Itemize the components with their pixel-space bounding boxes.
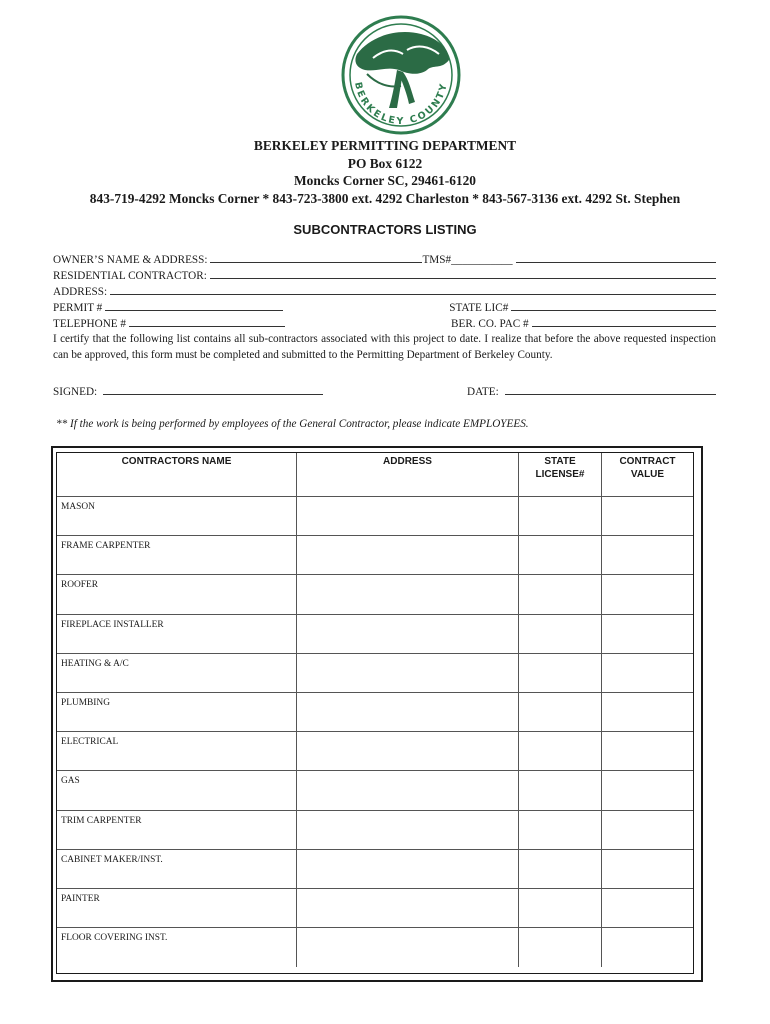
cell-state-license[interactable] [519, 693, 602, 731]
cell-address[interactable] [297, 615, 519, 653]
trade-label: ELECTRICAL [61, 737, 119, 748]
cell-contractor-name[interactable] [57, 497, 297, 535]
col-header-state-license: STATE LICENSE# [519, 453, 602, 496]
date-label: DATE: [467, 386, 499, 398]
cell-address[interactable] [297, 811, 519, 849]
ber-co-pac-line[interactable] [532, 315, 716, 327]
residential-contractor-label: RESIDENTIAL CONTRACTOR: [53, 270, 207, 282]
phone-numbers: 843-719-4292 Moncks Corner * 843-723-3800 ext. 4292 Charleston * 843-567-3136 ext. 4292 St. Stephen [89, 190, 681, 206]
trade-label: MASON [61, 502, 95, 512]
seal-org-text: BERKELEY COUNTY [352, 81, 450, 128]
table-row [57, 811, 693, 850]
cell-state-license[interactable] [519, 575, 602, 613]
tms-short-blank: ___________ [451, 254, 513, 266]
department-header [0, 137, 770, 207]
cell-contractor-name[interactable] [57, 811, 297, 849]
cell-address[interactable] [297, 771, 519, 809]
cell-state-license[interactable] [519, 732, 602, 770]
cell-contractor-name[interactable] [57, 536, 297, 574]
table-row [57, 536, 693, 575]
cell-contract-value[interactable] [602, 732, 693, 770]
cell-contractor-name[interactable] [57, 928, 297, 967]
trade-label: PAINTER [61, 894, 100, 904]
signature-line[interactable] [103, 383, 323, 395]
residential-contractor-line[interactable] [210, 267, 716, 279]
employees-note: ** If the work is being performed by employees of the General Contractor, please indicate EMPLOYEES. [56, 418, 529, 430]
trade-label: FIREPLACE INSTALLER [61, 619, 164, 630]
ber-co-pac-label: BER. CO. PAC # [451, 318, 529, 330]
telephone-label: TELEPHONE # [53, 318, 127, 330]
table-header-row [57, 453, 693, 497]
cell-contractor-name[interactable] [57, 575, 297, 613]
table-row [57, 732, 693, 771]
trade-label: PLUMBING [61, 698, 110, 708]
cell-state-license[interactable] [519, 850, 602, 888]
cell-contractor-name[interactable] [57, 771, 297, 809]
cell-state-license[interactable] [519, 889, 602, 927]
address-row [53, 283, 716, 299]
telephone-row [53, 315, 716, 331]
cell-contract-value[interactable] [602, 928, 693, 967]
table-row [57, 928, 693, 967]
trade-label: TRIM CARPENTER [61, 815, 142, 826]
trade-label: GAS [61, 776, 80, 787]
trade-label: ROOFER [61, 580, 98, 591]
owner-name-address-line[interactable] [210, 251, 422, 263]
cell-contractor-name[interactable] [57, 693, 297, 731]
address-line[interactable] [110, 283, 716, 295]
state-lic-label: STATE LIC# [449, 302, 509, 314]
cell-contract-value[interactable] [602, 850, 693, 888]
residential-contractor-row [53, 267, 716, 283]
cell-address[interactable] [297, 889, 519, 927]
owner-row [53, 251, 716, 267]
table-row [57, 889, 693, 928]
state-lic-line[interactable] [511, 299, 716, 311]
form-fields [53, 251, 716, 331]
date-line[interactable] [505, 383, 716, 395]
permit-row [53, 299, 716, 315]
cell-state-license[interactable] [519, 615, 602, 653]
cell-contract-value[interactable] [602, 811, 693, 849]
city-state-zip: Moncks Corner SC, 29461-6120 [293, 173, 476, 188]
owner-name-address-label: OWNER’S NAME & ADDRESS: [53, 254, 208, 266]
trade-label: HEATING & A/C [61, 658, 129, 669]
berkeley-county-seal-logo [337, 14, 465, 136]
signature-row [53, 383, 716, 399]
table-row [57, 771, 693, 810]
telephone-line[interactable] [129, 315, 285, 327]
cell-contract-value[interactable] [602, 575, 693, 613]
cell-contract-value[interactable] [602, 889, 693, 927]
cell-address[interactable] [297, 850, 519, 888]
po-box: PO Box 6122 [347, 155, 423, 171]
tms-label: TMS# [422, 254, 452, 266]
cell-state-license[interactable] [519, 928, 602, 967]
cell-address[interactable] [297, 693, 519, 731]
table-row [57, 497, 693, 536]
cell-address[interactable] [297, 575, 519, 613]
cell-address[interactable] [297, 732, 519, 770]
col-header-address: ADDRESS [297, 453, 519, 496]
signed-label: SIGNED: [53, 386, 98, 398]
cell-contractor-name[interactable] [57, 615, 297, 653]
cell-contractor-name[interactable] [57, 654, 297, 692]
cell-contract-value[interactable] [602, 693, 693, 731]
table-row [57, 850, 693, 889]
cell-address[interactable] [297, 928, 519, 967]
department-name: BERKELEY PERMITTING DEPARTMENT [253, 138, 517, 153]
cell-address[interactable] [297, 654, 519, 692]
cell-address[interactable] [297, 497, 519, 535]
address-label: ADDRESS: [53, 286, 108, 298]
cell-state-license[interactable] [519, 497, 602, 535]
form-title: SUBCONTRACTORS LISTING [293, 222, 477, 237]
subcontractors-table [56, 452, 694, 974]
permit-line[interactable] [105, 299, 283, 311]
cell-contract-value[interactable] [602, 497, 693, 535]
cell-address[interactable] [297, 536, 519, 574]
cell-state-license[interactable] [519, 811, 602, 849]
tms-line[interactable] [516, 251, 716, 263]
cell-contractor-name[interactable] [57, 732, 297, 770]
permit-label: PERMIT # [53, 302, 103, 314]
cell-contract-value[interactable] [602, 536, 693, 574]
table-row [57, 693, 693, 732]
trade-label: CABINET MAKER/INST. [61, 854, 163, 865]
cell-contract-value[interactable] [602, 771, 693, 809]
table-row [57, 615, 693, 654]
table-row [57, 575, 693, 614]
cell-state-license[interactable] [519, 536, 602, 574]
certification-statement: I certify that the following list contains all sub-contractors associated with this project to date. I realize that before the above requested inspection can be approved, this form must be completed and submitted to the Permitting Department of Berkeley County. [53, 333, 716, 361]
table-row [57, 654, 693, 693]
col-header-contractors-name: CONTRACTORS NAME [57, 453, 297, 496]
trade-label: FRAME CARPENTER [61, 541, 151, 552]
cell-contract-value[interactable] [602, 615, 693, 653]
cell-contract-value[interactable] [602, 654, 693, 692]
trade-label: FLOOR COVERING INST. [61, 933, 168, 944]
cell-contractor-name[interactable] [57, 889, 297, 927]
cell-state-license[interactable] [519, 654, 602, 692]
cell-contractor-name[interactable] [57, 850, 297, 888]
cell-state-license[interactable] [519, 771, 602, 809]
col-header-contract-value: CONTRACT VALUE [619, 456, 676, 480]
